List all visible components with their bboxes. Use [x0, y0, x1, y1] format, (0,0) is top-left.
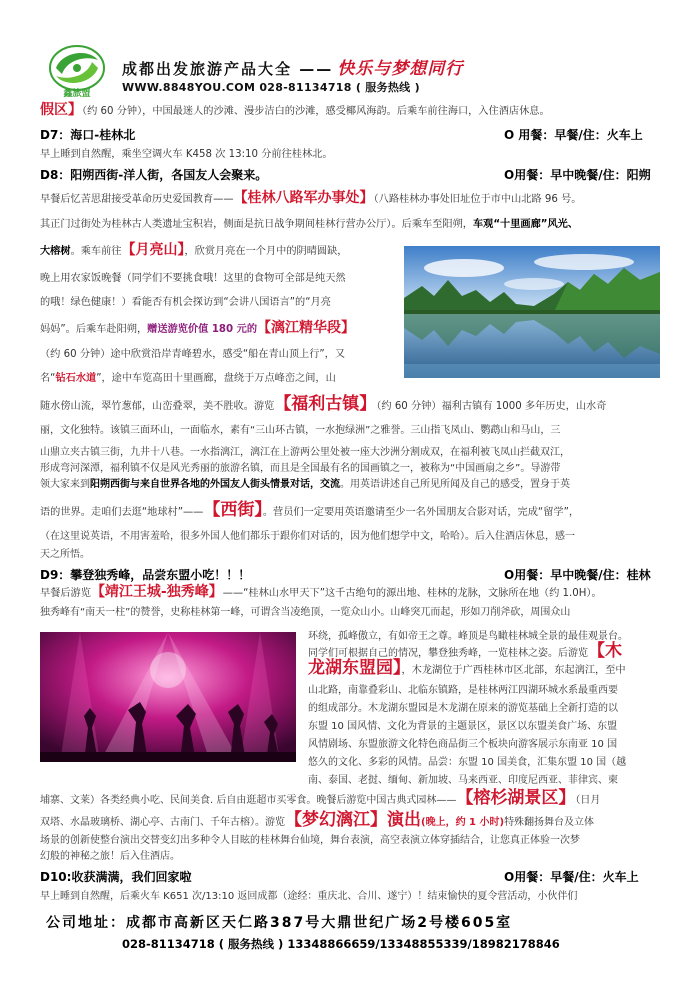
day8-line2	[40, 218, 578, 231]
text: 妈妈”。后乘车赴阳朔，	[40, 324, 148, 335]
text: 埔寨、文莱）各类经典小吃、民间美食. 后自由逛超市买零食。晚餐后游览中国古典式园林——	[40, 795, 457, 806]
bold-text: 大榕树	[40, 246, 71, 257]
text: 双塔、水晶玻璃桥、湖心亭、古南门、千年古榕）。游览	[40, 817, 285, 828]
day10-text: 早上睡到自然醒，后乘火车 K651 次/13:10 返回成都（途经：重庆北、合川、遂宁）！结束愉快的夏令营活动，小伙伴们	[40, 891, 578, 902]
text: 。用英语讲述自己所见所闻及自己的感受，置身于英	[340, 479, 570, 490]
jingjiang-highlight: 【靖江王城-独秀峰】	[90, 584, 223, 600]
day9-line12	[40, 788, 601, 808]
mulong-highlight-a: 【木	[588, 641, 622, 661]
li-river-photo	[404, 246, 660, 378]
text: 早餐后忆苦思甜接受革命历史爱国教育——	[40, 194, 234, 205]
day9-line15: 幻般的神秘之旅！后入住酒店。	[40, 851, 180, 862]
day9-line3: 环绕，孤峰傲立，有如帝王之尊。峰顶是鸟瞰桂林城全景的最佳观景台。	[308, 631, 628, 642]
text: ——“桂林山水甲天下”这千古绝句的源出地、桂林的龙脉，文脉所在地（约 1.0H）。	[222, 588, 602, 599]
day8-line4: 晚上用农家饭晚餐（同学们不要挑食哦！这里的食物可全部是纯天然	[40, 273, 346, 284]
west-street-highlight: 【西街】	[203, 500, 263, 520]
text: 随水傍山流，翠竹葱郁，山峦叠翠，美不胜收。游览	[40, 401, 275, 412]
day7-text: 早上睡到自然醒，乘坐空调火车 K458 次 13:10 分前往桂林北。	[40, 149, 333, 160]
header-title	[122, 54, 463, 79]
day9-line6: 山北路，南靠叠彩山、北临东镇路，是桂林两江四湖环城水系最重西要	[308, 685, 618, 696]
gift-text: 赠送游览价值 180 元的	[147, 324, 258, 335]
day8-line8	[40, 372, 336, 385]
day7-title: D7：海口-桂林北	[40, 128, 136, 142]
text: 同学们可根据自己的情况，攀登独秀峰，一览桂林之姿。后游览	[308, 648, 588, 659]
text: （八路桂林办事处旧址位于市中山北路 96 号。	[373, 194, 582, 205]
text: 。乘车前往	[70, 246, 122, 257]
day8-line5: 的哦！绿色健康！）看能否有机会探访到“会讲八国语言”的“月亮	[40, 297, 331, 308]
day8-meal: O用餐：早中晚餐/住：阳朔	[504, 168, 651, 182]
text: （日月	[575, 795, 601, 806]
moon-hill-highlight: 【月亮山】	[121, 242, 185, 258]
bold-text: 车观“十里画廊”风光、	[472, 219, 579, 230]
red-text: (晚上，约 1 小时)	[421, 817, 505, 828]
day8-title: D8：阳朔西街-洋人街，各国友人会聚来。	[40, 168, 268, 182]
mulong-highlight-b: 龙湖东盟园】	[308, 658, 402, 678]
fuli-highlight: 【福利古镇】	[274, 394, 377, 414]
day9-line9: 风情剧场、东盟旅游文化特色商品街三个板块向游客展示东南亚 10 国	[308, 739, 618, 750]
day8-line10: 丽，文化独特。该镇三面环山，一面临水，素有“三山环古镇，一水抱绿洲”之雅誉。三山指飞凤山、鹦鹉山和马山，三	[40, 425, 561, 436]
text: 语的世界。走咱们去逛“地球村”——	[40, 507, 204, 518]
day9-line7: 的组成部分。木龙湖东盟园是木龙湖在原来的游览基础上全新打造的以	[308, 703, 618, 714]
d6-tail-text: （约 60 分钟），中国最迷人的沙滩、漫步洁白的沙滩，感受椰风海韵。后乘车前往海口，入住酒店休息。	[82, 106, 550, 117]
show-photo	[40, 632, 296, 762]
text: ”，途中车览高田十里画廊，盘绕于万点峰峦之间，山	[96, 373, 336, 384]
day10-title: D10:收获满满，我们回家啦	[40, 870, 192, 884]
d6-tail	[40, 104, 550, 118]
text: （约 60 分钟）福利古镇有 1000 多年历史，山水奇	[376, 401, 607, 412]
day8-line3	[40, 244, 348, 258]
bold-text: 阳朔西街与来自世界各地的外国友人街头情景对话，交流	[90, 479, 340, 490]
company-phones: 028-81134718 ( 服务热线 ) 13348866659/13348855339/18982178846	[122, 937, 560, 951]
day9-line8: 东盟 10 国风情、文化为背景的主题景区，景区以东盟美食广场、东盟	[308, 721, 618, 732]
day8-line15: （在这里说英语，不用害羞哈，很多外国人他们都乐于跟你们对话的，因为他们想学中文，哈哈）。后入住酒店休息，感一	[40, 531, 575, 542]
resort-highlight: 假区】	[40, 102, 82, 118]
day9-line11: 南、泰国、老挝、缅甸、新加坡、马来西亚、印度尼西亚、菲律宾、柬	[308, 775, 618, 786]
rongshan-highlight: 【榕杉湖景区】	[456, 788, 576, 808]
day7-meal: O 用餐：早餐/住：火车上	[504, 128, 643, 142]
day9-line13	[40, 810, 595, 830]
text: 早餐后游览	[40, 588, 91, 599]
text: ，木龙湖位于广西桂林市区北部，东起漓江，至中	[401, 665, 626, 676]
day8-line7: （约 60 分钟）途中欣赏沿岸青峰碧水，感受“船在青山顶上行”，又	[40, 349, 346, 360]
day9-line14: 场景的创新使整台演出交替变幻出多种令人目眩的桂林舞台仙境，舞台表演，高空表演立体穿插结合，让您真正体验一次梦	[40, 835, 580, 846]
header-contact: WWW.8848YOU.COM 028-81134718 ( 服务热线 )	[122, 81, 420, 94]
day9-line1	[40, 586, 602, 600]
brand-logo-icon	[48, 44, 106, 98]
header-title-text: 成都出发旅游产品大全 ——	[122, 60, 334, 78]
day9-meal: O用餐：早中晚餐/住：桂林	[504, 568, 651, 582]
red-text: 钻石水道	[55, 373, 97, 384]
day8-line13	[40, 478, 570, 491]
header-slogan: 快乐与梦想同行	[337, 59, 464, 79]
text: 。营员们一定要用英语邀请至少一名外国朋友合影对话，完成“留学”，	[262, 507, 580, 518]
day9-line10: 悠久的文化、多彩的风情。品尝：东盟 10 国美食，汇集东盟 10 国（越	[308, 757, 627, 768]
logo-text: 鑫旅盟	[63, 89, 91, 98]
text: 其正门过街处为桂林古人类遗址宝积岩，侧面是抗日战争期间桂林行营办公厅）。后乘车至阳朔，	[40, 219, 473, 230]
day8-line12: 形成弯河深潭，福利镇不仅是风光秀丽的旅游名镇，而且是全国最有名的国画镇之一，被称为“中国画扇之乡”。导游带	[40, 463, 561, 474]
day9-title: D9：攀登独秀峰，品尝东盟小吃！！！	[40, 568, 251, 582]
day10-meal: O用餐：早餐/住：火车上	[504, 870, 639, 884]
company-address: 公司地址：成都市高新区天仁路387号大鼎世纪广场2号楼605室	[46, 915, 513, 931]
day8-line1	[40, 192, 581, 206]
text: 名“	[40, 373, 56, 384]
office-highlight: 【桂林八路军办事处】	[233, 190, 374, 206]
day9-line2: 独秀峰有“南天一柱”的赞誉，史称桂林第一峰，可谓含当凌绝顶，一览众山小。山峰突兀而起，形如刀削斧砍，周围众山	[40, 607, 571, 618]
dream-lijiang-highlight: 【梦幻漓江】演出	[285, 810, 421, 830]
lijiang-highlight: 【漓江精华段】	[257, 320, 356, 336]
day9-line5	[308, 658, 626, 678]
text: ，欣赏月亮在一个月中的阴晴圆缺，	[184, 246, 348, 257]
text: 领大家来到	[40, 479, 90, 490]
day8-line14	[40, 500, 580, 520]
page-header	[40, 40, 660, 98]
day8-line9	[40, 394, 607, 414]
day8-line11: 山鼎立夹古镇三街，九井十八巷。一水指漓江，漓江在上游两公里处被一座大沙洲分割成双，在福利被飞凤山拦截双江，	[40, 447, 570, 458]
text: 特殊翻扬舞台及立体	[504, 817, 595, 828]
day8-line6	[40, 322, 355, 336]
day8-line16: 天之所悟。	[40, 549, 90, 560]
